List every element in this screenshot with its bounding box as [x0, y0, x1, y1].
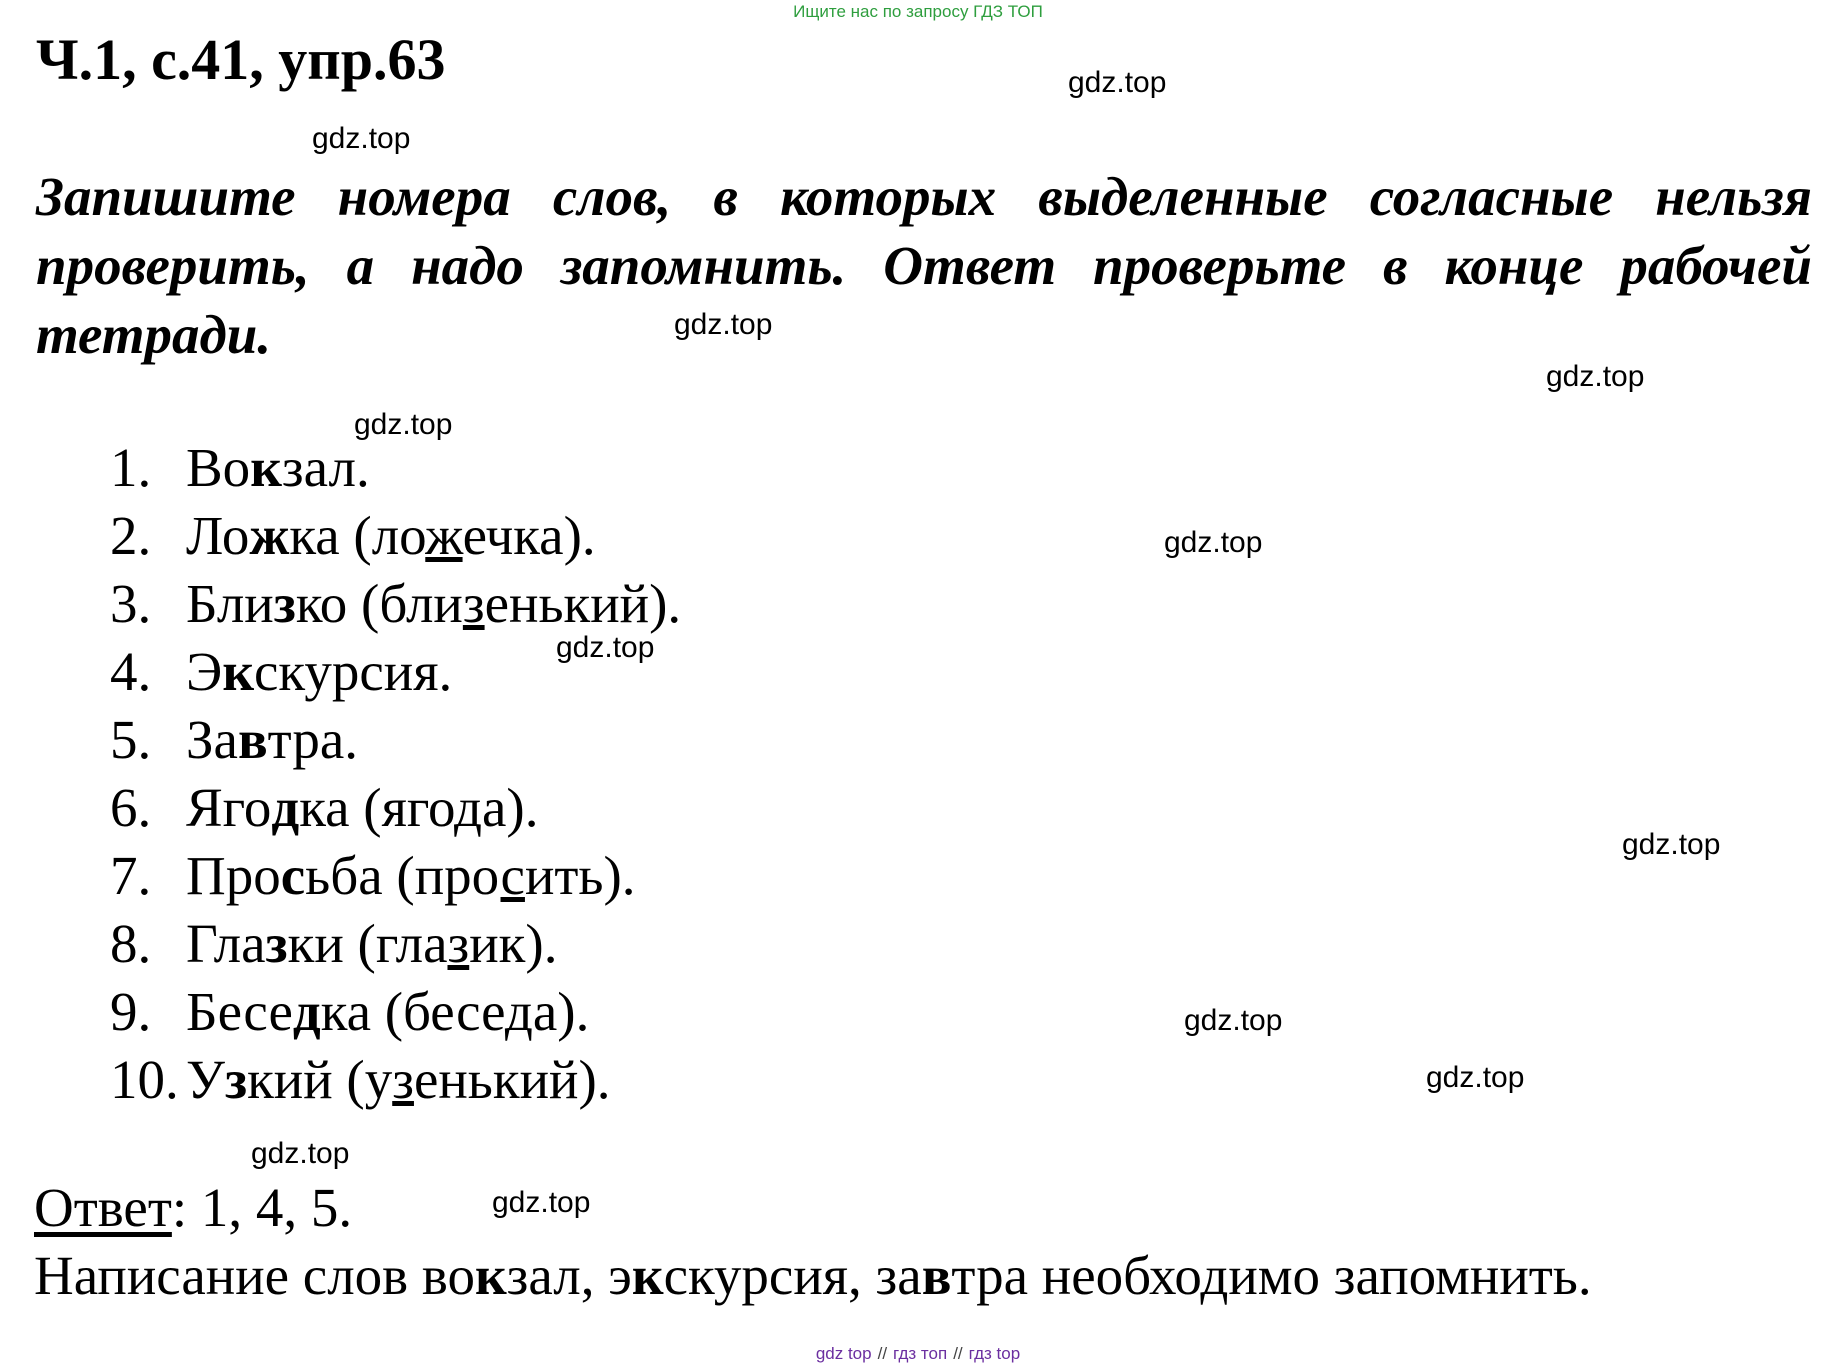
word-text: Узкий (узенький). — [186, 1049, 611, 1110]
list-item — [110, 910, 681, 978]
footer — [0, 1344, 1836, 1364]
list-item — [110, 774, 681, 842]
list-item — [110, 978, 681, 1046]
highlighted-consonant: ж — [249, 505, 290, 566]
item-number: 9. — [110, 981, 152, 1042]
watermark: gdz.top — [556, 631, 655, 664]
check-consonant: ж — [425, 505, 463, 566]
highlighted-consonant: к — [250, 437, 282, 498]
word-text: Вокзал. — [186, 437, 370, 498]
watermark: gdz.top — [1164, 526, 1263, 559]
list-item — [110, 502, 681, 570]
watermark: gdz.top — [1622, 828, 1721, 861]
watermark: gdz.top — [251, 1137, 350, 1170]
highlighted-consonant: к — [631, 1245, 664, 1306]
highlighted-consonant: в — [237, 709, 268, 770]
list-item — [110, 1046, 681, 1114]
highlighted-consonant: з — [265, 913, 288, 974]
answer-line — [34, 1176, 352, 1239]
watermark: gdz.top — [1184, 1004, 1283, 1037]
highlighted-consonant: д — [292, 981, 321, 1042]
page-title: Ч.1, с.41, упр.63 — [36, 27, 446, 92]
item-number: 1. — [110, 437, 152, 498]
item-number: 7. — [110, 845, 152, 906]
word-text: Экскурсия. — [186, 641, 453, 702]
item-number: 8. — [110, 913, 152, 974]
item-number: 10. — [110, 1049, 179, 1110]
word-text: Глазки (глазик). — [186, 913, 558, 974]
word-text: Ягодка (ягода). — [186, 777, 539, 838]
highlighted-consonant: с — [280, 845, 306, 906]
top-banner: Ищите нас по запросу ГДЗ ТОП — [793, 2, 1043, 21]
item-number: 6. — [110, 777, 152, 838]
word-text: Ложка (ложечка). — [186, 505, 596, 566]
watermark: gdz.top — [492, 1186, 591, 1219]
answer-label: Ответ — [34, 1177, 172, 1238]
item-number: 4. — [110, 641, 152, 702]
highlighted-consonant: к — [474, 1245, 507, 1306]
footer-separator: // — [953, 1344, 963, 1363]
item-number: 2. — [110, 505, 152, 566]
check-consonant: з — [447, 913, 470, 974]
watermark: gdz.top — [1068, 66, 1167, 99]
watermark: gdz.top — [1546, 360, 1645, 393]
footer-item: gdz top — [815, 1344, 872, 1363]
word-text: Завтра. — [186, 709, 359, 770]
footer-item: гдз top — [968, 1344, 1021, 1363]
footer-item: гдз топ — [893, 1344, 948, 1363]
watermark: gdz.top — [1426, 1061, 1525, 1094]
item-number: 3. — [110, 573, 152, 634]
item-number: 5. — [110, 709, 152, 770]
task-text: Запишите номера слов, в которых выделенные согласные нельзя проверить, а надо запомнить. Ответ проверьте в конце рабочей тетради. — [36, 166, 1812, 365]
check-consonant: д — [504, 981, 533, 1042]
highlighted-consonant: в — [921, 1245, 952, 1306]
check-consonant: с — [500, 845, 525, 906]
check-consonant: з — [462, 573, 485, 634]
list-item — [110, 706, 681, 774]
explanation-text: Написание слов вокзал, экскурсия, завтра необходимо запомнить. — [34, 1245, 1592, 1306]
word-list — [110, 434, 681, 1114]
highlighted-consonant: д — [271, 777, 300, 838]
highlighted-consonant: з — [224, 1049, 248, 1110]
list-item — [110, 842, 681, 910]
watermark: gdz.top — [674, 308, 773, 341]
answer-value: : 1, 4, 5. — [171, 1177, 353, 1238]
word-text: Близко (близенький). — [186, 573, 682, 634]
check-consonant: з — [392, 1049, 414, 1110]
check-consonant: д — [453, 777, 482, 838]
word-text: Беседка (беседа). — [186, 981, 590, 1042]
highlighted-consonant: к — [222, 641, 255, 702]
list-item — [110, 434, 681, 502]
word-text: Просьба (просить). — [186, 845, 636, 906]
list-item — [110, 570, 681, 638]
watermark: gdz.top — [312, 122, 411, 155]
watermark: gdz.top — [354, 408, 453, 441]
footer-separator: // — [877, 1344, 888, 1363]
highlighted-consonant: з — [273, 573, 296, 634]
